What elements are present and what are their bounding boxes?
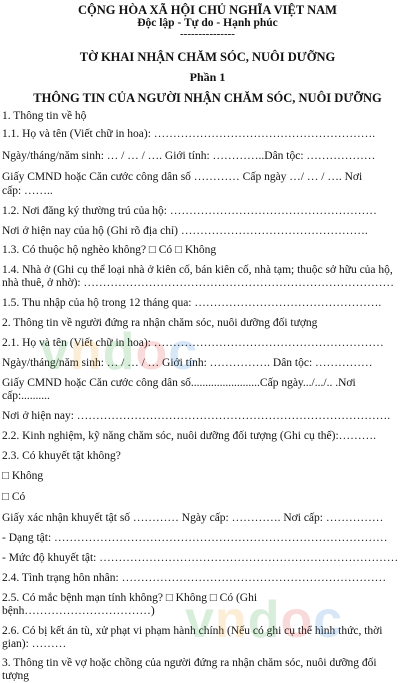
field-2-2-experience: 2.2. Kinh nghiệm, kỹ năng chăm sóc, nuôi dưỡng đối tượng (Ghi cụ thể):………. [2, 430, 377, 442]
field-2-5-chronic-disease-cont: bệnh……………………………) [2, 605, 155, 617]
vndoc-watermark-bottom: vndoc [185, 591, 344, 649]
section-3-heading-cont: tượng [2, 670, 30, 682]
field-2-1-birth: Ngày/tháng/năm sinh: … / … / … Giới tính: ……………. Dân tộc: …………… [2, 357, 373, 369]
field-2-5-chronic-disease: 2.5. Có mắc bệnh mạn tính không? □ Không □ Có (Ghi [2, 592, 258, 604]
part-label: Phần 1 [189, 70, 226, 84]
option-has-disability: □ Có [2, 491, 26, 503]
field-1-1-name: 1.1. Họ và tên (Viết chữ in hoa): …………………………………………………. [2, 128, 376, 140]
option-no-disability: □ Không [2, 470, 44, 482]
section-3-heading: 3. Thông tin về vợ hoặc chồng của người đứng ra nhận chăm sóc, nuôi dưỡng đối [2, 657, 377, 669]
national-title: CỘNG HÒA XÃ HỘI CHỦ NGHĨA VIỆT NAM [78, 3, 337, 17]
part-title: THÔNG TIN CỦA NGƯỜI NHẬN CHĂM SÓC, NUÔI DƯỠNG [33, 91, 382, 105]
field-disability-level: - Mức độ khuyết tật: …………………………………………………………………… [2, 552, 399, 564]
header-separator: --------------- [180, 28, 235, 40]
field-disability-certificate: Giấy xác nhận khuyết tật số ………… Ngày cấp: …………. Nơi cấp: …………… [2, 512, 384, 524]
field-1-4-housing: 1.4. Nhà ở (Ghi cụ thể loại nhà ở kiên cố, bán kiên cố, nhà tạm; thuộc sở hữu của hộ, [2, 264, 393, 276]
field-1-2-current-address: Nơi ở hiện nay của hộ (Ghi rõ địa chỉ) …………………………………………. [2, 225, 368, 237]
field-1-1-issue-place: cấp: …….. [2, 185, 53, 197]
field-1-1-id: Giấy CMND hoặc Căn cước công dân số ………… Cấp ngày …/ … / …. Nơi [2, 171, 363, 183]
field-2-4-marital-status: 2.4. Tình trạng hôn nhân: …………………………………………………………… [2, 572, 387, 584]
field-1-2-residence: 1.2. Nơi đăng ký thường trú của hộ: ……………………………………………… [2, 205, 377, 217]
motto: Độc lập - Tự do - Hạnh phúc [137, 17, 278, 29]
field-2-1-issue-place: cấp:.......... [2, 390, 50, 402]
form-title: TỜ KHAI NHẬN CHĂM SÓC, NUÔI DƯỠNG [79, 50, 336, 64]
vndoc-watermark-top: vndoc [40, 323, 199, 381]
field-2-6-conviction-cont: gian): ……… [2, 638, 67, 650]
field-disability-type: - Dạng tật: …………………………………………………………………………… [2, 532, 388, 544]
field-2-6-conviction: 2.6. Có bị kết án tù, xử phạt vi phạm hành chính (Nếu có ghi cụ thể hình thức, thời [2, 625, 383, 637]
field-2-1-name: 2.1. Họ và tên (Viết chữ in hoa): …………………………………………………… [2, 337, 384, 349]
section-2-heading: 2. Thông tin về người đứng ra nhận chăm sóc, nuôi dưỡng đối tượng [2, 317, 318, 329]
field-2-3-disability: 2.3. Có khuyết tật không? [2, 450, 121, 462]
field-2-1-id: Giấy CMND hoặc Căn cước công dân số........................Cấp ngày.../.../.. .Nơi [2, 377, 356, 389]
field-1-3-poor-household: 1.3. Có thuộc hộ nghèo không? □ Có □ Không [2, 244, 217, 256]
field-2-1-current-address: Nơi ở hiện nay: ………………………………………………………………………. [2, 410, 391, 422]
field-1-5-income: 1.5. Thu nhập của hộ trong 12 tháng qua: …………………………………………. [2, 297, 382, 309]
field-1-1-birth: Ngày/tháng/năm sinh: … / … / …. Giới tính: …………..Dân tộc: ……………… [2, 150, 376, 162]
field-1-4-housing-cont: nhà thuê, ở nhờ): ……………………………………………………………………… [2, 277, 394, 289]
section-1-heading: 1. Thông tin về hộ [2, 110, 87, 122]
